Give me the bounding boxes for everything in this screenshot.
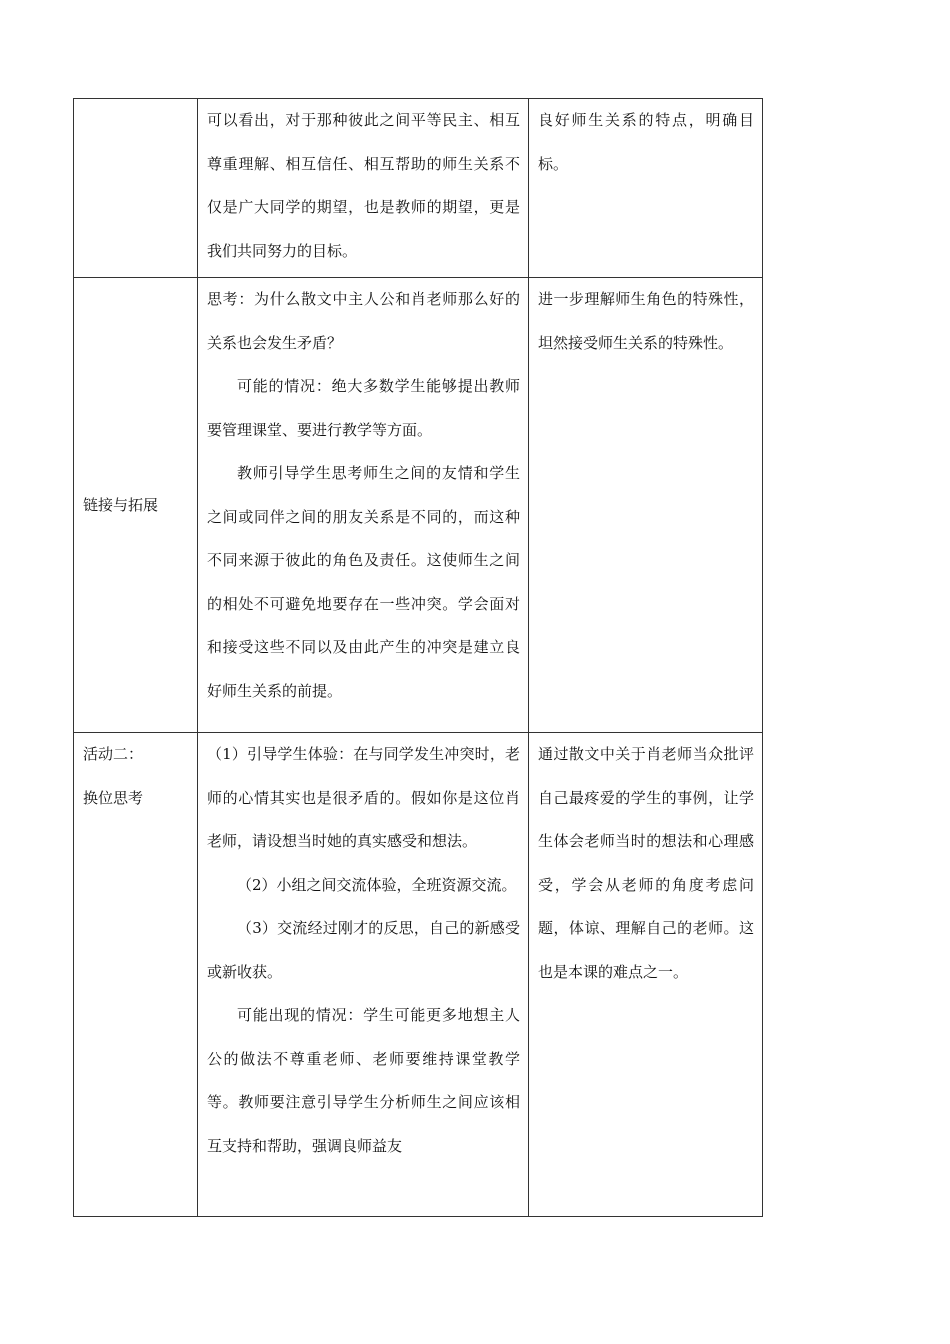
row-label: 链接与拓展 xyxy=(83,496,159,515)
content-paragraph: 可能的情况：绝大多数学生能够提出教师要管理课堂、要进行教学等方面。 xyxy=(207,377,520,439)
row-label-cell xyxy=(74,99,198,278)
content-paragraph: （3）交流经过刚才的反思，自己的新感受或新收获。 xyxy=(207,919,520,981)
content-cell xyxy=(198,99,529,278)
row-label-cell xyxy=(74,278,198,733)
table-row xyxy=(74,733,763,1217)
table-row xyxy=(74,99,763,278)
content-paragraph: 教师引导学生思考师生之间的友情和学生之间或同伴之间的朋友关系是不同的，而这种不同来源于彼此的角色及责任。这使师生之间的相处不可避免地要存在一些冲突。学会面对和接受这些不同以及由此产生的冲突是建立良好师生关系的前提。 xyxy=(207,464,520,700)
intent-text: 通过散文中关于肖老师当众批评自己最疼爱的学生的事例，让学生体会老师当时的想法和心理感受，学会从老师的角度考虑问题，体谅、理解自己的老师。这也是本课的难点之一。 xyxy=(538,745,754,981)
lesson-plan-table xyxy=(73,98,763,1217)
content-paragraph: 可以看出，对于那种彼此之间平等民主、相互尊重理解、相互信任、相互帮助的师生关系不仅是广大同学的期望，也是教师的期望，更是我们共同努力的目标。 xyxy=(207,111,520,260)
intent-text: 良好师生关系的特点，明确目标。 xyxy=(538,111,754,173)
content-cell xyxy=(198,733,529,1217)
intent-cell xyxy=(529,99,763,278)
content-paragraph: （2）小组之间交流体验，全班资源交流。 xyxy=(237,875,517,894)
intent-cell xyxy=(529,733,763,1217)
table-row xyxy=(74,278,763,733)
content-paragraph: （1）引导学生体验：在与同学发生冲突时，老师的心情其实也是很矛盾的。假如你是这位肖老师，请设想当时她的真实感受和想法。 xyxy=(207,745,520,850)
content-cell xyxy=(198,278,529,733)
row-label: 活动二： xyxy=(83,745,144,763)
row-label: 换位思考 xyxy=(83,788,144,807)
intent-text: 进一步理解师生角色的特殊性，坦然接受师生关系的特殊性。 xyxy=(538,290,754,352)
content-paragraph: 可能出现的情况：学生可能更多地想主人公的做法不尊重老师、老师要维持课堂教学等。教师要注意引导学生分析师生之间应该相互支持和帮助，强调良师益友 xyxy=(207,1006,520,1155)
content-paragraph: 思考：为什么散文中主人公和肖老师那么好的关系也会发生矛盾？ xyxy=(207,290,520,352)
row-label-cell xyxy=(74,733,198,1217)
intent-cell xyxy=(529,278,763,733)
